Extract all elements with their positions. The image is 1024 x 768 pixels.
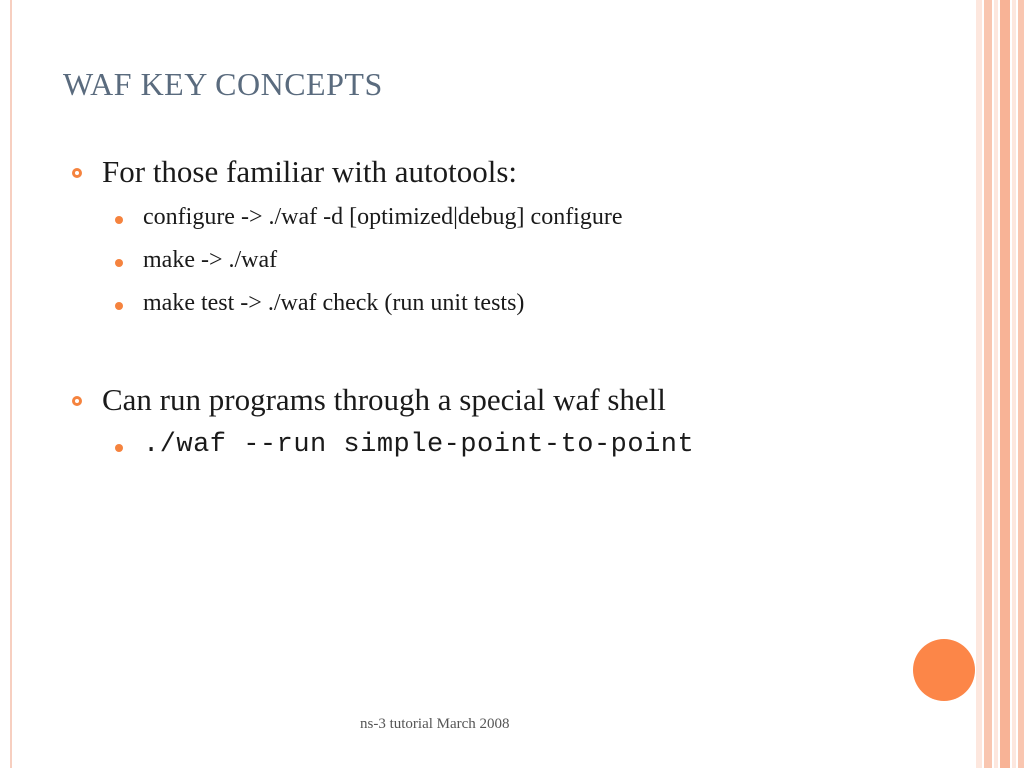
border-stripe bbox=[1012, 0, 1016, 768]
ring-bullet-icon bbox=[72, 168, 82, 178]
right-border bbox=[976, 0, 1024, 768]
ring-bullet-icon bbox=[72, 396, 82, 406]
slide: WAF KEY CONCEPTS For those familiar with autotools: configure -> ./waf -d [optimized|debug] configure make -> ./waf make test -> ./waf check (run unit tests) Can run programs through a special waf shell ./waf --run simple-point-to-point ns-3 tutorial March 2008 bbox=[0, 0, 1024, 768]
left-border bbox=[0, 0, 12, 768]
dot-bullet-icon bbox=[115, 302, 123, 310]
border-stripe bbox=[1018, 0, 1024, 768]
border-stripe bbox=[994, 0, 998, 768]
slide-title: WAF KEY CONCEPTS bbox=[63, 66, 383, 102]
border-stripe bbox=[1000, 0, 1010, 768]
border-stripe bbox=[984, 0, 992, 768]
decorative-circle bbox=[913, 639, 975, 701]
slide-footer: ns-3 tutorial March 2008 bbox=[360, 716, 510, 732]
dot-bullet-icon bbox=[115, 216, 123, 224]
dot-bullet-icon bbox=[115, 444, 123, 452]
dot-bullet-icon bbox=[115, 259, 123, 267]
border-stripe bbox=[976, 0, 982, 768]
